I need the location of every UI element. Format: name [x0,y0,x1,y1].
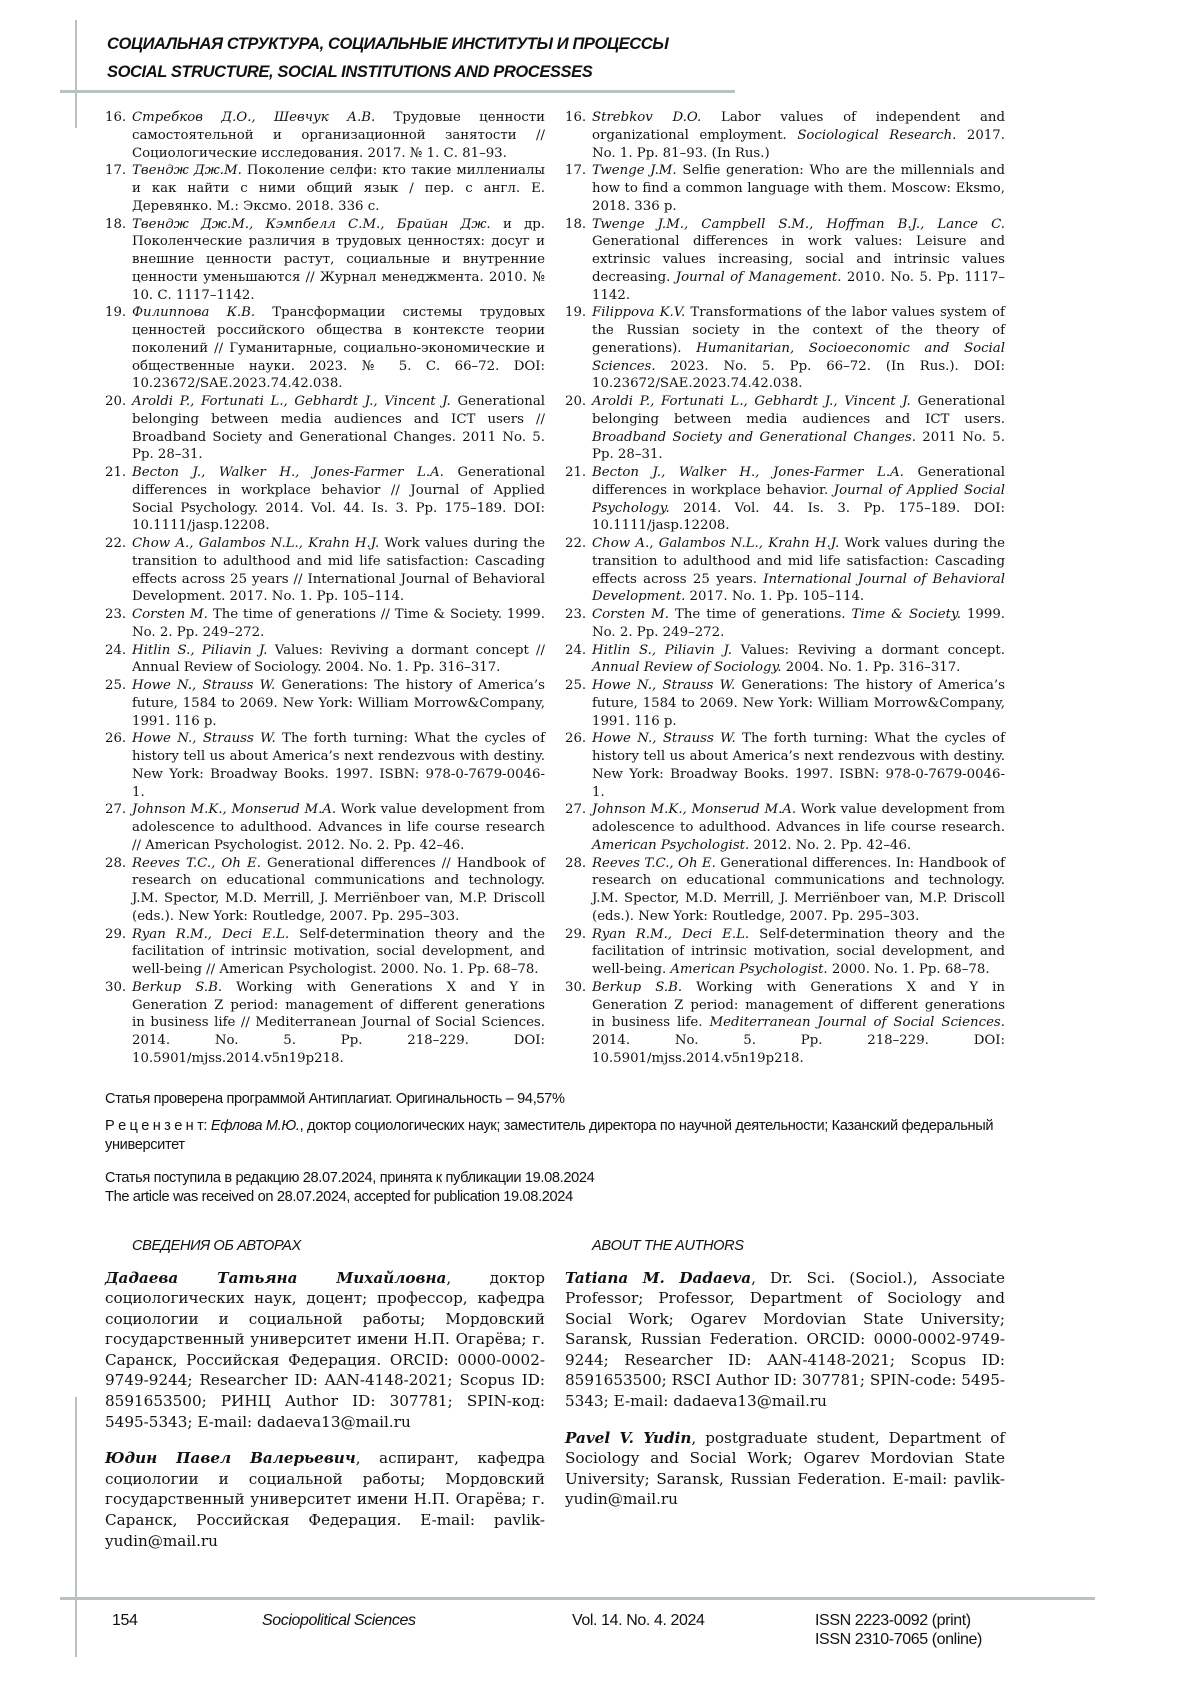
reference-authors: Becton J., Walker H., Jones-Farmer L.A. [592,465,904,480]
reference-number: 19. [565,304,586,322]
reference-number: 21. [565,464,586,482]
reference-number: 20. [105,393,126,411]
journal-name: Sociopolitical Sciences [262,1611,416,1630]
reference-authors: Corsten M. [592,607,669,622]
reference-text: Values: Reviving a dormant concept. [732,643,1005,658]
reference-number: 27. [105,801,126,819]
reference-number: 16. [565,109,586,127]
reference-authors: Reeves T.C., Oh E. [592,856,716,871]
reference-item [105,216,545,305]
author-bio-ru-1 [105,1268,545,1433]
reference-text: 2017. No. 1. Pp. 105–114. [685,589,864,604]
reference-authors: Chow A., Galambos N.L., Krahn H.J. [592,536,839,551]
received-en: The article was received on 28.07.2024, accepted for publication 19.08.2024 [105,1188,1005,1207]
reference-number: 22. [565,535,586,553]
reference-authors: Berkup S.B. [132,980,222,995]
reference-authors: Chow A., Galambos N.L., Krahn H.J. [132,536,379,551]
reference-text: Generational differences. In: Handbook of research on educational communications and technology. J.M. Spector, M.D. Merrill, J. Merriënboer van, M.P. Driscoll (eds.). New York: Routledge, 2007. Pp. 295–303. [592,856,1005,924]
reference-number: 20. [565,393,586,411]
reference-number: 23. [565,606,586,624]
authors-ru [105,1237,545,1568]
reference-authors: Twenge J.M., Campbell S.M., Hoffman B.J., Lance C. [592,217,1005,232]
reference-authors: Филиппова К.В. [132,305,255,320]
reference-text: Values: Reviving a dormant concept // Annual Review of Sociology. 2004. No. 1. Pp. 316–317. [132,643,545,676]
author-details: , доктор социологических наук, доцент; профессор, кафедра социологии и социальной работы; Мордовский государственный университет имени Н.П. Огарёва; г. Саранск, Российская Федерация. ORCID: 0000-0002-9749-9244; Researcher ID: AAN-4148-2021; Scopus ID: 8591653500; РИНЦ Author ID: 307781; SPIN-код: 5495-5343; E-mail: dadaeva13@mail.ru [105,1269,545,1431]
reference-item [565,393,1005,464]
reference-journal: Broadband Society and Generational Changes. [592,430,916,445]
reference-text: 2004. No. 1. Pp. 316–317. [782,660,961,675]
reference-authors: Твендж Дж.М., Кэмпбелл С.М., Брайан Дж. [132,217,491,232]
reference-authors: Ryan R.M., Deci E.L. [592,927,749,942]
reference-item [105,393,545,464]
reference-item [105,730,545,801]
references-ru [105,109,545,1068]
reference-text: Трудовые ценности самостоятельной и организационной занятости // Социологические исследования. 2017. № 1. С. 81–93. [132,110,545,161]
reference-authors: Becton J., Walker H., Jones-Farmer L.A. [132,465,444,480]
reference-text: The time of generations. [669,607,852,622]
reviewer-note [105,1117,1005,1155]
references [105,109,1005,1068]
authors-heading-ru: СВЕДЕНИЯ ОБ АВТОРАХ [105,1237,545,1256]
reference-item [105,464,545,535]
reference-item [565,801,1005,854]
reference-text: Поколение селфи: кто такие миллениалы и как найти с ними общий язык / пер. с англ. Е. Деревянко. М.: Эксмо. 2018. 336 с. [132,163,545,214]
reference-journal: Mediterranean Journal of Social Sciences. [710,1015,1005,1030]
reference-item [565,606,1005,642]
reference-number: 28. [105,855,126,873]
reference-number: 19. [105,304,126,322]
reference-authors: Твендж Дж.М. [132,163,242,178]
reference-item [105,162,545,215]
reference-item [565,535,1005,606]
reference-text: The time of generations // Time & Society. 1999. No. 2. Pp. 249–272. [132,607,545,640]
reference-text: Generations: The history of America’s future, 1584 to 2069. New York: William Morrow&Company, 1991. 116 p. [592,678,1005,729]
reference-authors: Reeves T.C., Oh E. [132,856,261,871]
reference-item [565,216,1005,305]
reference-item [105,109,545,162]
reference-number: 22. [105,535,126,553]
authors-heading-en: ABOUT THE AUTHORS [565,1237,1005,1256]
author-bio-en-2 [565,1428,1005,1510]
reference-text: Generational differences in workplace behavior. [592,465,1005,498]
reference-item [565,464,1005,535]
reference-journal: Humanitarian, Socioeconomic and Social Sciences. [592,341,1005,374]
author-details: , аспирант, кафедра социологии и социальной работы; Мордовский государственный университет имени Н.П. Огарёва; г. Саранск, Российская Федерация. E-mail: pavlik-yudin@mail.ru [105,1449,545,1549]
reference-number: 29. [565,926,586,944]
reviewer-details: , доктор социологических наук; заместитель директора по научной деятельности; Казанский федеральный университет [105,1118,993,1153]
reference-text: 2012. No. 2. Pp. 42–46. [749,838,911,853]
reference-item [105,535,545,606]
author-name: Дадаева Татьяна Михайловна [105,1269,446,1287]
author-bio-ru-2 [105,1448,545,1551]
reference-authors: Aroldi P., Fortunati L., Gebhardt J., Vincent J. [592,394,911,409]
article-notes [105,1090,1005,1207]
reference-text: 2011 No. 5. Pp. 28–31. [592,430,1005,463]
reference-number: 16. [105,109,126,127]
reference-text: 2023. No. 5. Pp. 66–72. (In Rus.). DOI: 10.23672/SAE.2023.74.42.038. [592,359,1005,392]
reference-text: Working with Generations X and Y in Generation Z period: management of different generations in business life. [592,980,1005,1031]
reference-text: Self-determination theory and the facilitation of intrinsic motivation, social development, and well-being // American Psychologist. 2000. No. 1. Pp. 68–78. [132,927,545,978]
footer-divider [60,1597,1095,1600]
reference-number: 27. [565,801,586,819]
reference-authors: Howe N., Strauss W. [592,731,736,746]
reference-text: Work values during the transition to adulthood and mid life satisfaction: Cascading effects across 25 years. [592,536,1005,587]
reference-number: 24. [565,642,586,660]
reference-number: 28. [565,855,586,873]
reference-item [105,677,545,730]
reference-journal: Annual Review of Sociology. [592,660,782,675]
margin-rule-top [75,20,77,128]
reference-journal: Journal of Management. [676,270,842,285]
reference-authors: Howe N., Strauss W. [592,678,735,693]
reference-number: 17. [565,162,586,180]
reference-text: Work values during the transition to adulthood and mid life satisfaction: Cascading effects across 25 years // International Journal of Behavioral Development. 2017. No. 1. Pp. 105–114. [132,536,545,604]
section-title-ru: СОЦИАЛЬНАЯ СТРУКТУРА, СОЦИАЛЬНЫЕ ИНСТИТУТЫ И ПРОЦЕССЫ [107,30,1200,58]
author-name: Юдин Павел Валерьевич [105,1449,356,1467]
issue-info: Vol. 14. No. 4. 2024 [572,1611,705,1630]
reference-text: Work value development from adolescence to adulthood. Advances in life course research // American Psychologist. 2012. No. 2. Pp. 42–46. [132,802,545,853]
reference-authors: Ryan R.M., Deci E.L. [132,927,289,942]
reference-item [105,926,545,979]
section-header [0,0,1200,86]
page-number: 154 [112,1611,138,1630]
reference-item [565,926,1005,979]
author-name: Tatiana M. Dadaeva [565,1269,751,1287]
reference-journal: American Psychologist. [670,962,827,977]
reference-authors: Strebkov D.O. [592,110,701,125]
reference-text: 2010. No. 5. Pp. 1117–1142. [592,270,1005,303]
reference-number: 29. [105,926,126,944]
reference-authors: Hitlin S., Piliavin J. [592,643,732,658]
reviewer-label: Р е ц е н з е н т: [105,1118,207,1134]
reference-authors: Johnson M.K., Monserud M.A. [132,802,336,817]
reference-authors: Corsten M. [132,607,208,622]
reference-authors: Twenge J.M. [592,163,677,178]
reference-item [565,730,1005,801]
reference-text: Labor values of independent and organizational employment. [592,110,1005,143]
issn-print: ISSN 2223-0092 (print) [815,1611,971,1630]
reference-authors: Hitlin S., Piliavin J. [132,643,268,658]
reference-number: 25. [565,677,586,695]
reference-item [105,606,545,642]
author-details: , Dr. Sci. (Sociol.), Associate Professor; Professor, Department of Sociology and Social Work; Ogarev Mordovian State University; Saransk, Russian Federation. ORCID: 0000-0002-9749-9244; Researcher ID: AAN-4148-2021; Scopus ID: 8591653500; RSCI Author ID: 307781; SPIN-code: 5495-5343; E-mail: dadaeva13@mail.ru [565,1269,1005,1411]
reference-item [105,801,545,854]
reference-number: 25. [105,677,126,695]
reference-item [565,642,1005,678]
reference-text: Working with Generations X and Y in Generation Z period: management of different generations in business life // Mediterranean Journal of Social Sciences. 2014. No. 5. Pp. 218–229. DOI: 10.5901/mjss.2014.v5n19p218. [132,980,545,1066]
document-page [0,0,1200,1697]
reference-text: 2017. No. 1. Pp. 81–93. (In Rus.) [592,128,1005,161]
authors-section [105,1237,1005,1568]
reference-text: Work value development from adolescence to adulthood. Advances in life course research. [592,802,1005,835]
reference-number: 26. [105,730,126,748]
reference-authors: Стребков Д.О., Шевчук А.В. [132,110,375,125]
reference-journal: American Psychologist. [592,838,749,853]
reference-item [565,979,1005,1068]
issn-online: ISSN 2310-7065 (online) [815,1630,982,1649]
reference-text: Generational differences // Handbook of research on educational communications and technology. J.M. Spector, M.D. Merrill, J. Merriënboer van, M.P. Driscoll (eds.). New York: Routledge, 2007. Pp. 295–303. [132,856,545,924]
reviewer-name: Ефлова М.Ю. [211,1118,300,1134]
reference-item [105,855,545,926]
reference-text: 2014. No. 5. Pp. 218–229. DOI: 10.5901/mjss.2014.v5n19p218. [592,1033,1005,1066]
reference-text: Generations: The history of America’s future, 1584 to 2069. New York: William Morrow&Company, 1991. 116 p. [132,678,545,729]
reference-text: 2000. No. 1. Pp. 68–78. [828,962,990,977]
received-ru: Статья поступила в редакцию 28.07.2024, принята к публикации 19.08.2024 [105,1169,1005,1188]
reference-item [105,979,545,1068]
reference-authors: Howe N., Strauss W. [132,731,276,746]
reference-text: Transformations of the labor values system of the Russian society in the context of the theory of generations). [592,305,1005,356]
reference-number: 17. [105,162,126,180]
reference-text: Трансформации системы трудовых ценностей российского общества в контексте теории поколений // Гуманитарные, социально-экономические и общественные науки. 2023. № 5. С. 66–72. DOI: 10.23672/SAE.2023.74.42.038. [132,305,545,391]
reference-authors: Johnson M.K., Monserud M.A. [592,802,796,817]
author-details: , postgraduate student, Department of Sociology and Social Work; Ogarev Mordovian State University; Saransk, Russian Federation. E-mail: pavlik-yudin@mail.ru [565,1429,1005,1509]
reference-text: Generational differences in workplace behavior // Journal of Applied Social Psychology. 2014. Vol. 44. Is. 3. Pp. 175–189. DOI: 10.1111/jasp.12208. [132,465,545,533]
reference-number: 23. [105,606,126,624]
reference-journal: International Journal of Behavioral Development. [592,572,1005,605]
reference-authors: Aroldi P., Fortunati L., Gebhardt J., Vincent J. [132,394,451,409]
reference-journal: Time & Society. [852,607,961,622]
reference-text: Generational belonging between media audiences and ICT users. [592,394,1005,427]
reference-text: 1999. No. 2. Pp. 249–272. [592,607,1005,640]
reference-item [105,642,545,678]
reference-item [565,109,1005,162]
reference-text: 2014. Vol. 44. Is. 3. Pp. 175–189. DOI: 10.1111/jasp.12208. [592,501,1005,534]
reference-item [565,304,1005,393]
reference-text: Generational differences in work values: Leisure and extrinsic values increasing, social and intrinsic values decreasing. [592,234,1005,285]
reference-text: Self-determination theory and the facilitation of intrinsic motivation, social development, and well-being. [592,927,1005,978]
reference-number: 30. [565,979,586,997]
reference-number: 18. [565,216,586,234]
reference-journal: Journal of Applied Social Psychology. [592,483,1005,516]
reference-item [565,162,1005,215]
reference-journal: Sociological Research. [797,128,956,143]
reference-text: The forth turning: What the cycles of history tell us about America’s next rendezvous with destiny. New York: Broadway Books. 1997. ISBN: 978-0-7679-0046-1. [592,731,1005,799]
reference-authors: Berkup S.B. [592,980,682,995]
reference-number: 18. [105,216,126,234]
references-en [565,109,1005,1068]
reference-text: и др. Поколенческие различия в трудовых ценностях: досуг и внешние ценности растут, социальные и внутренние ценности уменьшаются // Журнал менеджмента. 2010. № 10. С. 1117–1142. [132,217,545,303]
header-divider [60,90,735,93]
antiplagiat-note: Статья проверена программой Антиплагиат. Оригинальность – 94,57% [105,1090,1005,1109]
reference-text: Selfie generation: Who are the millennials and how to find a common language with them. Moscow: Eksmo, 2018. 336 p. [592,163,1005,214]
reference-item [565,855,1005,926]
reference-text: Generational belonging between media audiences and ICT users // Broadband Society and Generational Changes. 2011 No. 5. Pp. 28–31. [132,394,545,462]
reference-number: 21. [105,464,126,482]
author-name: Pavel V. Yudin [565,1429,691,1447]
reference-item [105,304,545,393]
section-title-en: SOCIAL STRUCTURE, SOCIAL INSTITUTIONS AND PROCESSES [107,58,1200,86]
authors-en [565,1237,1005,1568]
reference-item [565,677,1005,730]
reference-number: 26. [565,730,586,748]
reference-number: 24. [105,642,126,660]
reference-authors: Filippova K.V. [592,305,685,320]
page-footer [0,1597,1200,1657]
author-bio-en-1 [565,1268,1005,1412]
reference-number: 30. [105,979,126,997]
margin-rule-bottom [75,1397,77,1657]
reference-text: The forth turning: What the cycles of history tell us about America’s next rendezvous with destiny. New York: Broadway Books. 1997. ISBN: 978-0-7679-0046-1. [132,731,545,799]
reference-authors: Howe N., Strauss W. [132,678,275,693]
